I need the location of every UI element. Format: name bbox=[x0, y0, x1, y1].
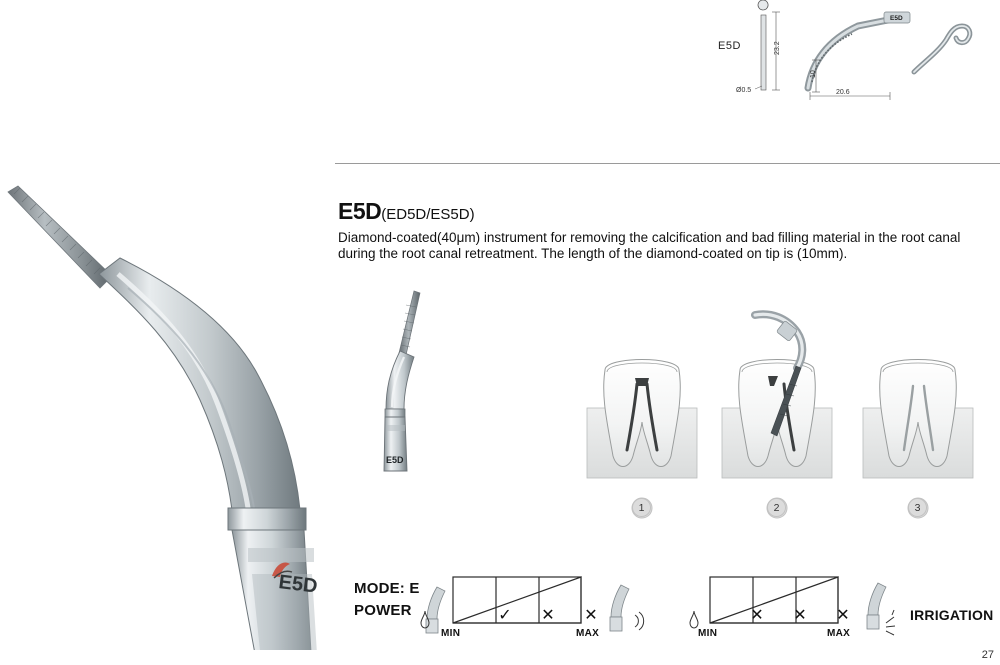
irrigation-cell-2: ✕ bbox=[793, 607, 807, 624]
page-title bbox=[338, 200, 998, 223]
main-instrument-svg bbox=[0, 170, 340, 650]
svg-text:23.2: 23.2 bbox=[774, 41, 781, 55]
power-cell-left-3: ✕ bbox=[584, 607, 598, 624]
irrigation-cell-1: ✕ bbox=[750, 607, 764, 624]
mode-power-panel bbox=[338, 555, 1000, 650]
svg-text:Ø0.5: Ø0.5 bbox=[736, 87, 752, 94]
power-cell-left-1: ✓ bbox=[498, 607, 512, 624]
main-instrument-illustration bbox=[0, 170, 340, 655]
procedure-steps-svg bbox=[575, 310, 975, 525]
technical-drawing-panel bbox=[700, 0, 1000, 115]
technical-drawing-svg bbox=[700, 0, 1000, 115]
power-cell-left-2: ✕ bbox=[541, 607, 555, 624]
power-min-left: MIN bbox=[441, 628, 461, 639]
power-label: POWER bbox=[354, 602, 412, 619]
step-badge-2: 2 bbox=[767, 498, 786, 517]
step-badge-3: 3 bbox=[908, 498, 927, 517]
power-max-left: MAX bbox=[576, 628, 600, 639]
mode-label: MODE: E bbox=[354, 580, 420, 597]
svg-text:E5D: E5D bbox=[386, 455, 404, 465]
product-code: E5D bbox=[338, 198, 382, 224]
irrigation-cell-3: ✕ bbox=[836, 607, 850, 624]
tech-drawing-label: E5D bbox=[718, 40, 741, 52]
product-title-block bbox=[338, 200, 998, 262]
page-number: 27 bbox=[981, 649, 994, 661]
step-badge-1: 1 bbox=[632, 498, 651, 517]
section-divider bbox=[335, 163, 1000, 164]
description-line-2: root canal during the root canal retreatment. The length of the diamond-coated on tip is (10mm). bbox=[338, 230, 961, 261]
svg-text:E5D: E5D bbox=[890, 15, 903, 22]
svg-text:10: 10 bbox=[810, 70, 817, 78]
description-line-1: Diamond-coated(40μm) instrument for removing the calcification and bad filling material in the bbox=[338, 230, 898, 245]
procedure-steps bbox=[575, 310, 975, 525]
product-variants: (ED5D/ES5D) bbox=[381, 206, 475, 223]
product-description bbox=[338, 230, 1000, 262]
irrigation-label: IRRIGATION bbox=[910, 607, 994, 623]
svg-text:E5D: E5D bbox=[277, 571, 319, 598]
irrigation-max: MAX bbox=[827, 628, 851, 639]
small-instrument-illustration bbox=[360, 285, 470, 505]
small-instrument-svg bbox=[360, 285, 470, 500]
svg-text:20.6: 20.6 bbox=[836, 89, 850, 96]
irrigation-min: MIN bbox=[698, 628, 718, 639]
